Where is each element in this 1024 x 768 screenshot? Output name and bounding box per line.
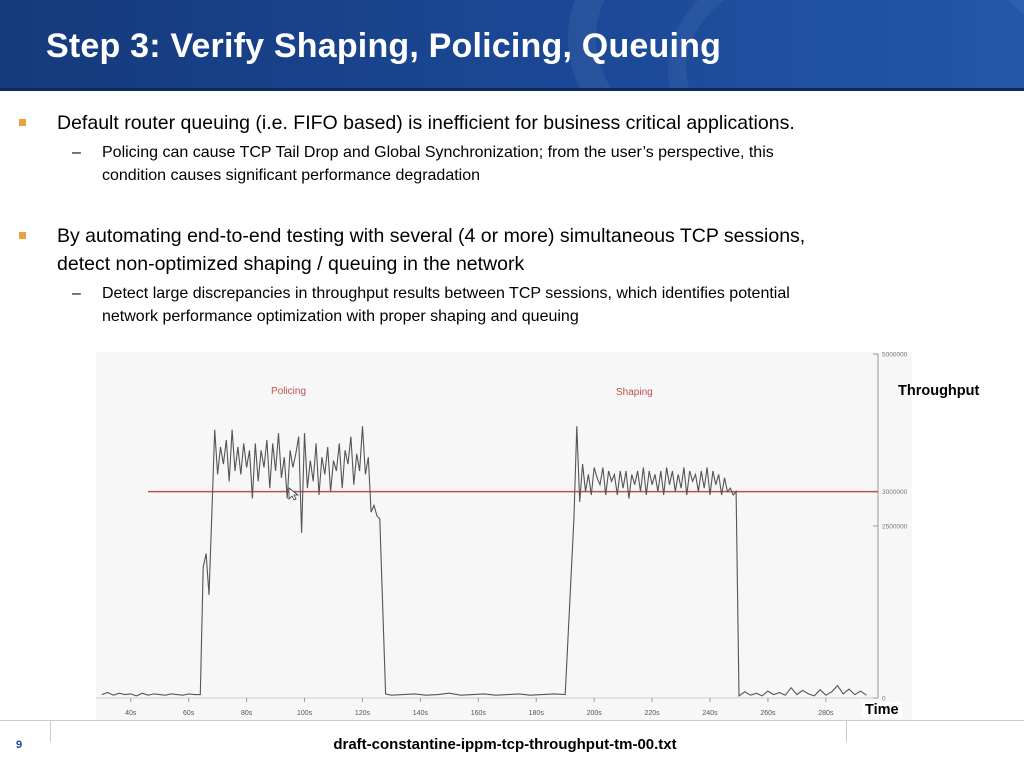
bullet-square-icon <box>19 232 26 239</box>
title-swirl-decoration <box>668 0 1024 91</box>
y-axis-label: Throughput <box>898 383 980 399</box>
title-divider <box>0 88 1024 91</box>
x-tick-label: 240s <box>702 710 718 717</box>
bullet-line: By automating end-to-end testing with several (4 or more) simultaneous TCP sessions, <box>57 225 806 247</box>
slide-title: Step 3: Verify Shaping, Policing, Queuing <box>46 27 722 65</box>
y-tick-label: 3000000 <box>882 489 908 497</box>
sub-bullet-line: condition causes significant performance degradation <box>102 167 481 184</box>
bullet-line: detect non-optimized shaping / queuing in the network <box>57 253 525 275</box>
x-tick-label: 200s <box>586 710 602 717</box>
policing-annotation: Policing <box>271 386 307 397</box>
title-bar <box>0 0 1024 91</box>
x-tick-label: 140s <box>412 710 428 717</box>
shaping-annotation: Shaping <box>616 387 653 398</box>
x-tick-label: 40s <box>125 710 137 717</box>
x-axis-ticks <box>125 698 834 717</box>
bullet-item <box>57 222 957 278</box>
sub-bullet-item <box>72 282 972 328</box>
x-tick-label: 80s <box>240 710 253 717</box>
x-tick-label: 60s <box>183 710 195 717</box>
footer-divider <box>0 720 1024 721</box>
dash-icon: – <box>72 285 81 302</box>
x-tick-label: 260s <box>760 710 776 717</box>
throughput-series-line <box>102 426 867 696</box>
sub-bullet-line: Policing can cause TCP Tail Drop and Global Synchronization; from the user’s perspective, this <box>102 144 774 161</box>
x-tick-label: 280s <box>818 710 834 717</box>
footer-text: draft-constantine-ippm-tcp-throughput-tm-00.txt <box>333 736 677 753</box>
y-tick-label: 5000000 <box>882 352 908 359</box>
bullet-item <box>57 109 957 137</box>
sub-bullet-line: Detect large discrepancies in throughput results between TCP sessions, which identifies potential <box>102 285 790 302</box>
page-number: 9 <box>16 739 23 751</box>
x-tick-label: 180s <box>528 710 544 717</box>
x-tick-label: 220s <box>644 710 660 717</box>
mouse-cursor-icon <box>289 488 298 500</box>
dash-icon: – <box>72 144 81 161</box>
x-tick-label: 120s <box>354 710 371 717</box>
x-tick-label: 100s <box>296 710 313 717</box>
bullet-text: Default router queuing (i.e. FIFO based) is inefficient for business critical applications. <box>57 112 795 134</box>
x-tick-label: 160s <box>470 710 486 717</box>
x-axis-label: Time <box>862 702 902 718</box>
y-tick-label: 0 <box>882 695 886 703</box>
y-tick-label: 2500000 <box>882 523 908 531</box>
bullet-square-icon <box>19 119 26 126</box>
sub-bullet-item <box>72 141 972 187</box>
sub-bullet-line: network performance optimization with proper shaping and queuing <box>102 308 579 325</box>
chart-canvas <box>96 352 912 720</box>
throughput-chart <box>96 352 912 720</box>
